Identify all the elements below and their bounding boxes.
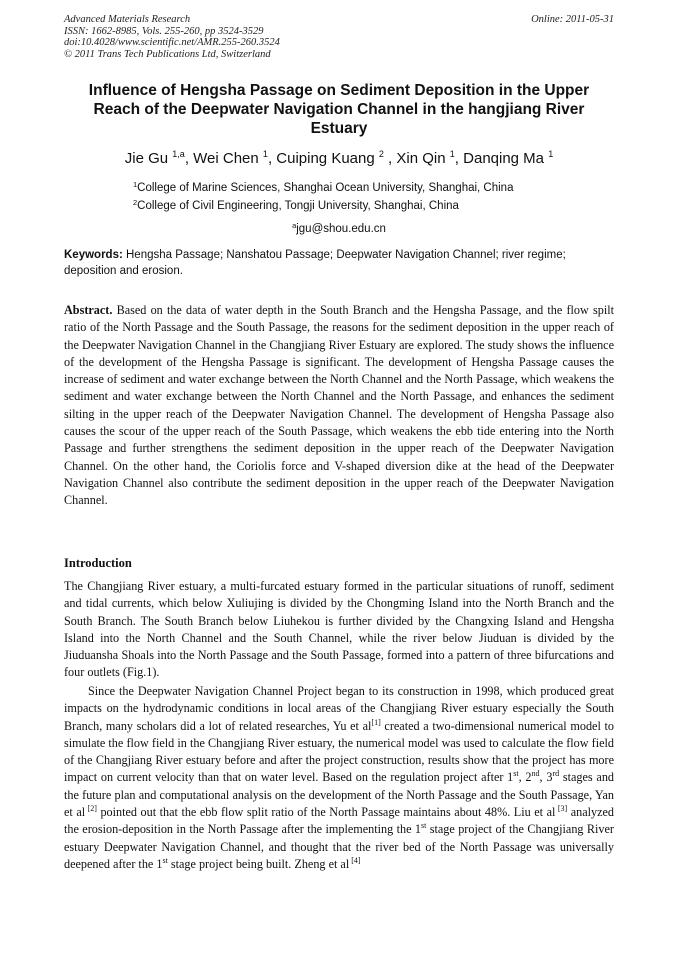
keywords: Keywords: Hengsha Passage; Nanshatou Passage; Deepwater Navigation Channel; river regime; deposition and erosion. xyxy=(64,249,566,277)
citation: [3] xyxy=(555,804,568,814)
section-heading-introduction: Introduction xyxy=(64,556,132,570)
author: Jie Gu $^{1,a}$, xyxy=(124,149,194,167)
abstract: Abstract. Based on the data of water depth in the South Branch and the Hengsha Passage, and the flow spilt ratio of the North Passage and the South Passage, the reasons for the sediment deposition in the upper reach of the Deepwater Navigation Channel in the Changjiang River Estuary are explored. The study shows the influence of the development of the Hengsha Passage is significant. The development of Hengsha Passage causes the increase of sediment and water exchange between the North Channel and the North Passage, which weakens the sediment and water exchange between the North Channel and the North Passage, and enhances the sediment silting in the upper reach of the Deepwater Navigation Channel. The development of Hengsha Passage also causes the scour of the upper reach of the South Passage, which weakens the ebb tide entering into the North Passage and further strengthens the sediment deposition in the upper reach of the Deepwater Navigation Channel. On the other hand, the Coriolis force and V-shaped diversion dike at the head of the Deepwater Navigation Channel also contribute the sediment deposition in the upper reach of the Deepwater Navigation Channel. xyxy=(64,303,614,508)
doi-line: doi:10.4028/www.scientific.net/AMR.255-260.3524 xyxy=(64,37,280,48)
citation: [1] xyxy=(371,717,381,727)
author: Wei Chen $^1$, xyxy=(193,149,277,167)
keywords-label: Keywords: xyxy=(64,249,123,261)
issn-line: ISSN: 1662-8985, Vols. 255-260, pp 3524-3529 xyxy=(64,25,264,37)
author-email: $^a$jgu@shou.edu.cn xyxy=(292,221,386,235)
affiliation-2: $^2$College of Civil Engineering, Tongji University, Shanghai, China xyxy=(133,198,459,212)
paper-title: Influence of Hengsha Passage on Sediment Deposition in the Upper Reach of the Deepwater Navigation Channel in the hangjiang River Estuary xyxy=(88,82,590,137)
author: Cuiping Kuang $^2$ , xyxy=(276,149,397,167)
author: Xin Qin $^1$, xyxy=(396,149,464,167)
paragraph: Since the Deepwater Navigation Channel Project began to its construction in 1998, which produced great impacts on the hydrodynamic conditions in local areas of the Changjiang River estuary especially the South Branch, many scholars did a lot of related researches, Yu et al[1] created a two-dimensional numerical model to simulate the flow field in the Changjiang River estuary, the numerical model was used to calculate the flow field of the Changjiang River estuary before and after the project construction, results show that the project has more impact on current velocity than that on water level. Based on the regulation project after 1st, 2nd, 3rd stages and the future plan and computational analysis on the development of the North Passage and the South Passage, Yan et al [2] pointed out that the ebb flow split ratio of the North Passage maintains about 48%. Liu et al [3] analyzed the erosion-deposition in the North Passage after the implementing the 1st stage project of the Changjiang River estuary Deepwater Navigation Channel, and thought that the river bed of the North Passage was universally deepened after the 1st stage project being built. Zheng et al [4] xyxy=(64,684,615,871)
copyright-line: © 2011 Trans Tech Publications Ltd, Switzerland xyxy=(64,48,271,60)
journal-header xyxy=(64,14,614,60)
affiliation-1: $^1$College of Marine Sciences, Shanghai Ocean University, Shanghai, China xyxy=(133,180,514,194)
author: Danqing Ma $^1$ xyxy=(463,149,554,167)
author-list xyxy=(64,149,614,169)
paragraph: The Changjiang River estuary, a multi-furcated estuary formed in the particular situations of runoff, sediment and tidal currents, which below Xuliujing is divided by the Chongming Island into the North Branch and the South Branch. The South Branch below Liuhekou is further divided by the Changxing Island and Hengsha Island into the North Channel and the South Channel, while the river below Jiuduan is divided by the Jiuduansha Shoals into the North Passage and the South Passage, formed into a pattern of three bifurcations and four outlets (Fig.1). xyxy=(64,579,614,680)
citation: [2] xyxy=(85,804,97,814)
online-date: Online: 2011-05-31 xyxy=(531,14,614,25)
citation: [4] xyxy=(349,855,361,865)
abstract-label: Abstract. xyxy=(64,303,113,317)
journal-name: Advanced Materials Research xyxy=(64,14,191,25)
